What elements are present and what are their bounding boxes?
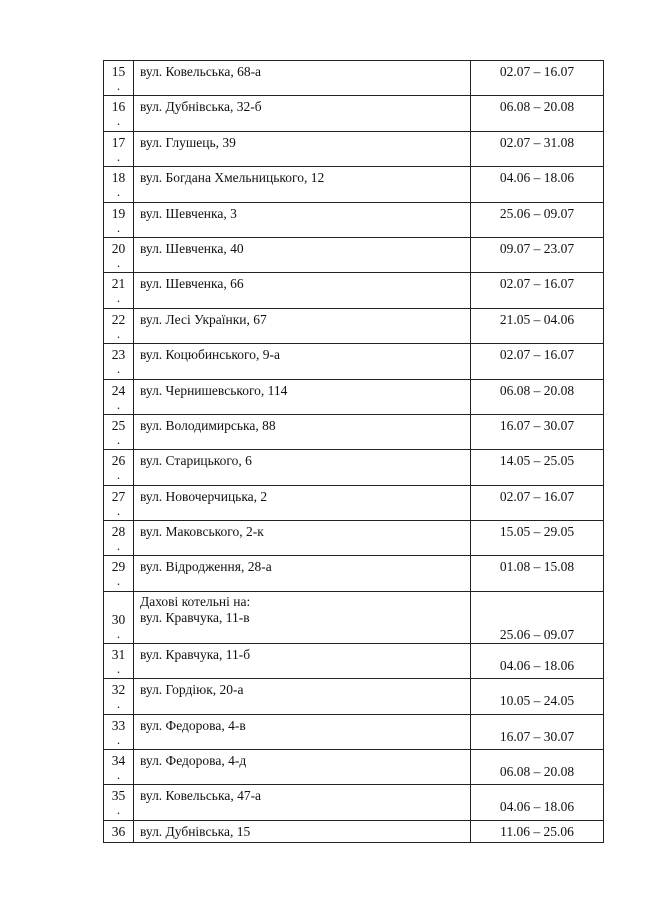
row-number-dot: . [116,696,121,712]
table-row [104,96,604,131]
date-range-text: 09.07 – 23.07 [499,240,575,256]
row-number-dot: . [116,396,121,412]
row-number: 27 [111,488,126,504]
date-range-text: 04.06 – 18.06 [499,799,575,815]
row-number-dot: . [116,802,121,818]
date-range-text: 01.08 – 15.08 [499,559,575,575]
row-number-cell [104,714,134,749]
date-range-text: 04.06 – 18.06 [499,657,575,673]
table-row [104,714,604,749]
row-number: 16 [111,99,126,115]
row-number-dot: . [116,467,121,483]
row-number-cell [104,591,134,643]
date-range-text: 11.06 – 25.06 [500,823,574,839]
date-range-text: 25.06 – 09.07 [499,626,575,642]
table-row [104,591,604,643]
row-number-cell [104,379,134,414]
row-number-dot: . [116,502,121,518]
table-row [104,237,604,272]
date-range-cell [471,643,604,678]
row-number-dot: . [116,361,121,377]
address-cell [134,202,471,237]
table-row [104,643,604,678]
address-text: вул. Кравчука, 11-в [140,609,250,625]
row-number: 22 [111,311,126,327]
date-range-text: 06.08 – 20.08 [499,764,575,780]
table-row [104,61,604,96]
table-row [104,785,604,820]
row-number-dot: . [116,431,121,447]
date-range-cell [471,96,604,131]
address-cell [134,379,471,414]
table-row [104,344,604,379]
row-number: 29 [111,559,126,575]
row-number-cell [104,344,134,379]
date-range-cell [471,714,604,749]
date-range-text: 02.07 – 16.07 [499,488,575,504]
row-number-cell [104,643,134,678]
date-range-cell [471,379,604,414]
date-range-text: 14.05 – 25.05 [499,453,575,469]
row-number: 25 [111,417,126,433]
row-number-dot: . [116,767,121,783]
row-number: 23 [111,347,126,363]
date-range-cell [471,820,604,842]
date-range-cell [471,131,604,166]
row-number: 33 [111,717,126,733]
table-row [104,202,604,237]
table-row [104,167,604,202]
address-text: вул. Богдана Хмельницького, 12 [140,170,325,186]
date-range-text: 16.07 – 30.07 [499,417,575,433]
row-number-dot: . [116,325,121,341]
row-number-cell [104,61,134,96]
row-number-cell [104,785,134,820]
row-number: 24 [111,382,126,398]
address-text: вул. Володимирська, 88 [140,417,276,433]
address-cell [134,591,471,643]
address-text: вул. Лесі Українки, 67 [140,311,267,327]
address-text: вул. Чернишевського, 114 [140,382,288,398]
row-number-dot: . [116,625,121,641]
table-row [104,485,604,520]
address-cell [134,167,471,202]
date-range-cell [471,750,604,785]
date-range-cell [471,450,604,485]
date-range-text: 02.07 – 16.07 [499,64,575,79]
row-number-cell [104,202,134,237]
table-row [104,820,604,842]
date-range-cell [471,556,604,591]
row-number: 32 [111,682,126,698]
row-number-cell [104,820,134,842]
address-text: вул. Гордіюк, 20-а [140,682,244,698]
date-range-cell [471,167,604,202]
schedule-table [103,60,604,843]
address-text: вул. Кравчука, 11-б [140,646,251,662]
row-number-cell [104,414,134,449]
address-text: вул. Глушець, 39 [140,134,236,150]
date-range-cell [471,679,604,714]
address-cell [134,556,471,591]
row-number-cell [104,450,134,485]
table-row [104,450,604,485]
date-range-cell [471,591,604,643]
row-number: 26 [111,453,126,469]
address-cell [134,820,471,842]
table-row [104,556,604,591]
row-number-dot: . [116,254,121,270]
date-range-cell [471,237,604,272]
date-range-text: 02.07 – 31.08 [499,134,575,150]
row-number-dot: . [116,184,121,200]
row-number-dot: . [116,731,121,747]
row-number: 35 [111,788,126,804]
address-cell [134,131,471,166]
row-number-dot: . [116,573,121,589]
address-text: вул. Федорова, 4-д [140,753,247,769]
address-cell [134,450,471,485]
row-number: 17 [111,134,126,150]
address-text: вул. Старицького, 6 [140,453,252,469]
address-text: вул. Дубнівська, 15 [140,823,251,839]
row-number-cell [104,167,134,202]
date-range-text: 02.07 – 16.07 [499,276,575,292]
row-number-cell [104,556,134,591]
date-range-text: 04.06 – 18.06 [499,170,575,186]
date-range-text: 25.06 – 09.07 [499,205,575,221]
row-number: 15 [111,64,126,79]
address-cell [134,785,471,820]
table-row [104,521,604,556]
address-text: вул. Коцюбинського, 9-а [140,347,280,363]
address-cell [134,273,471,308]
row-number-cell [104,750,134,785]
table-row [104,379,604,414]
address-cell [134,414,471,449]
date-range-text: 06.08 – 20.08 [499,382,575,398]
address-text: вул. Шевченка, 3 [140,205,237,221]
date-range-cell [471,308,604,343]
row-number-dot: . [116,148,121,164]
row-number-cell [104,273,134,308]
date-range-cell [471,202,604,237]
date-range-text: 02.07 – 16.07 [499,347,575,363]
table-row [104,131,604,166]
address-cell [134,61,471,96]
address-cell [134,643,471,678]
date-range-text: 16.07 – 30.07 [499,728,575,744]
table-row [104,273,604,308]
address-text: вул. Федорова, 4-в [140,717,246,733]
address-text: вул. Відродження, 28-а [140,559,272,575]
date-range-text: 21.05 – 04.06 [499,311,575,327]
row-number: 36 [111,823,126,839]
row-number-dot: . [116,113,121,129]
row-number: 30 [111,611,126,627]
address-cell [134,96,471,131]
date-range-cell [471,521,604,556]
row-number: 19 [111,205,126,221]
table-row [104,414,604,449]
address-text: вул. Маковського, 2-к [140,524,264,540]
row-number-cell [104,131,134,166]
address-cell [134,750,471,785]
row-number-cell [104,237,134,272]
row-number-cell [104,96,134,131]
date-range-cell [471,485,604,520]
table-row [104,750,604,785]
row-number-cell [104,679,134,714]
row-number-cell [104,308,134,343]
address-text: вул. Шевченка, 40 [140,240,244,256]
address-text: вул. Новочерчицька, 2 [140,488,268,504]
row-number-dot: . [116,78,121,93]
date-range-text: 10.05 – 24.05 [499,693,575,709]
row-number-dot: . [116,219,121,235]
row-number-dot: . [116,290,121,306]
address-cell [134,679,471,714]
date-range-cell [471,273,604,308]
row-number: 31 [111,646,126,662]
address-text: вул. Ковельська, 47-а [140,788,262,804]
address-cell [134,237,471,272]
address-text: вул. Ковельська, 68-а [140,64,262,79]
date-range-cell [471,344,604,379]
row-number: 20 [111,240,126,256]
date-range-cell [471,785,604,820]
address-cell [134,714,471,749]
date-range-text: 15.05 – 29.05 [499,524,575,540]
date-range-text: 06.08 – 20.08 [499,99,575,115]
table-row [104,679,604,714]
row-number: 34 [111,753,126,769]
row-number-cell [104,485,134,520]
table-row [104,308,604,343]
section-heading: Дахові котельні на: [140,593,251,609]
address-text: вул. Дубнівська, 32-б [140,99,262,115]
address-text: вул. Шевченка, 66 [140,276,244,292]
row-number-dot: . [116,538,121,554]
row-number-dot: . [116,660,121,676]
row-number: 21 [111,276,126,292]
address-cell [134,521,471,556]
address-cell [134,485,471,520]
schedule-table-body [104,61,604,843]
date-range-cell [471,414,604,449]
address-cell [134,344,471,379]
row-number: 18 [111,170,126,186]
date-range-cell [471,61,604,96]
row-number: 28 [111,524,126,540]
address-cell [134,308,471,343]
row-number-cell [104,521,134,556]
